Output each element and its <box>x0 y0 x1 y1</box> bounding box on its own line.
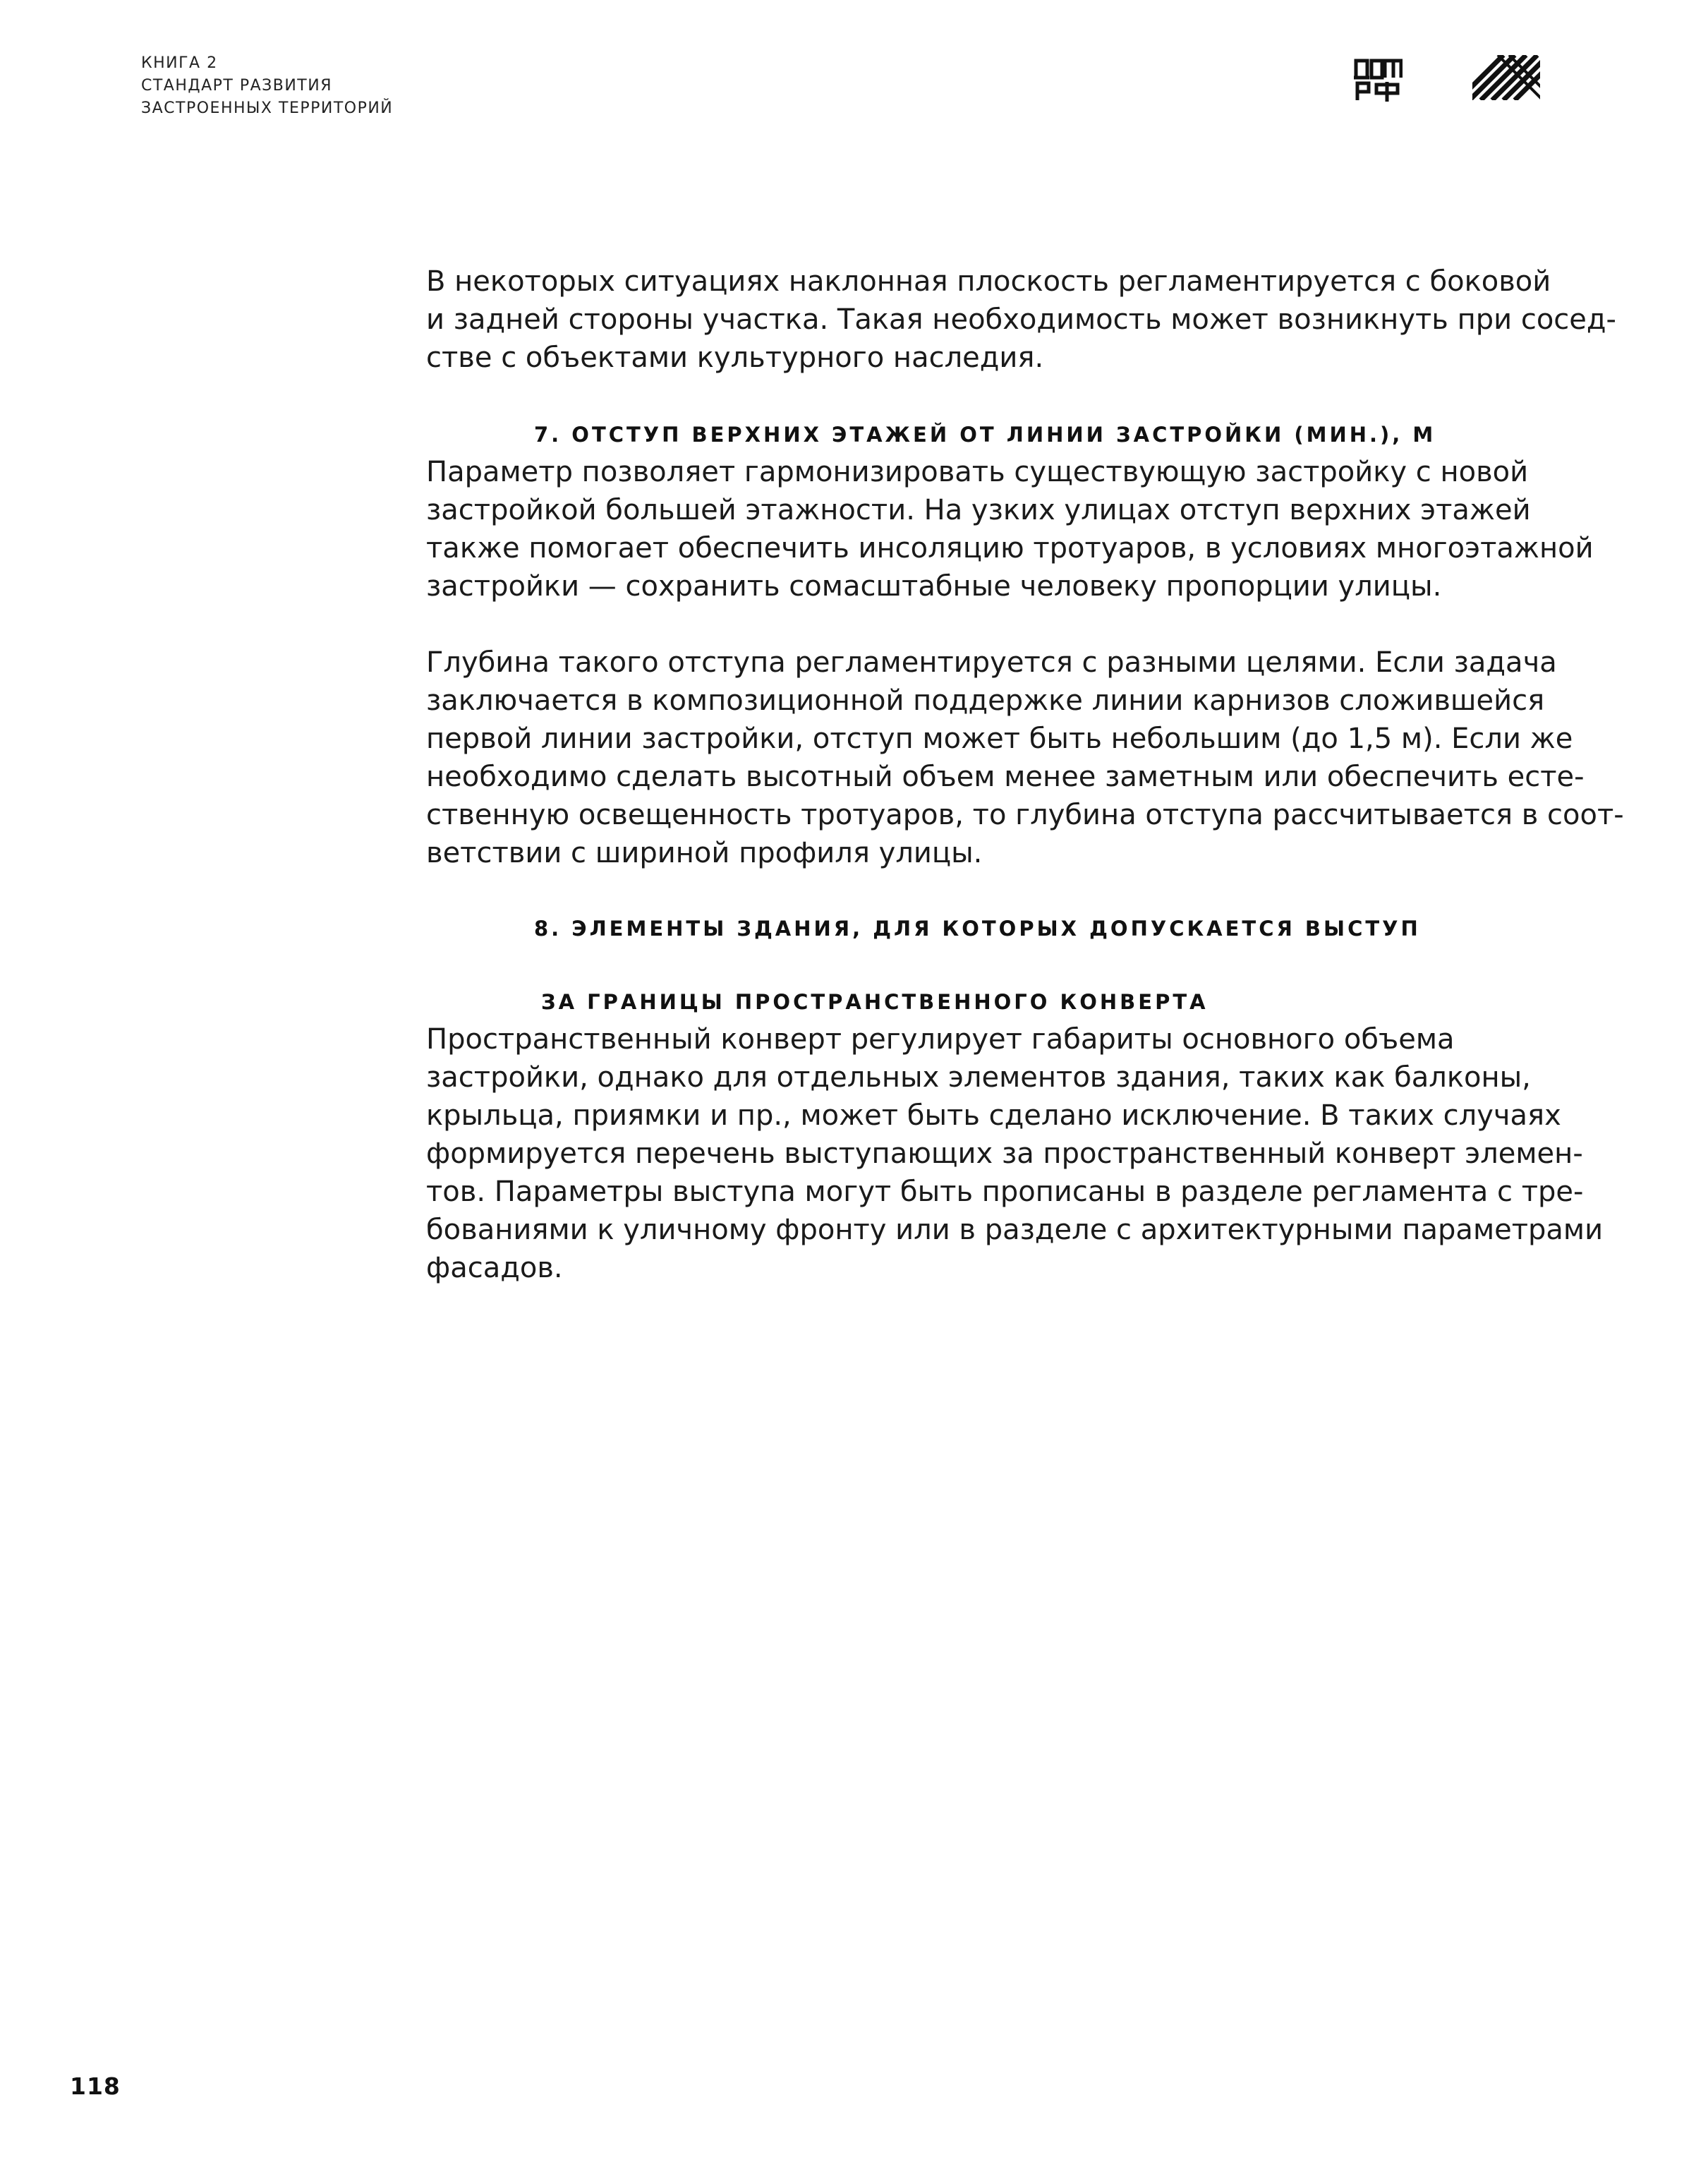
diagonal-pattern-logo <box>1472 55 1540 103</box>
section-heading-8 <box>426 910 1541 1020</box>
text-line: необходимо сделать высотный объем менее заметным или обеспечить есте- <box>426 761 1585 793</box>
text-line: первой линии застройки, отступ может быть небольшим (до 1,5 м). Если же <box>426 723 1573 755</box>
text-line: Параметр позволяет гармонизировать существующую застройку с новой <box>426 456 1529 488</box>
page-number: 118 <box>70 2072 121 2100</box>
text-line: ветствии с шириной профиля улицы. <box>426 837 983 869</box>
text-line: застройкой большей этажности. На узких улицах отступ верхних этажей <box>426 494 1531 526</box>
paragraph-upper-floors <box>426 453 1594 605</box>
body-text <box>426 262 1624 1287</box>
diagonal-pattern-icon <box>1472 55 1540 100</box>
dom-rf-logo <box>1353 55 1403 107</box>
running-header <box>141 52 393 120</box>
text-line: бованиями к уличному фронту или в разделе с архитектурными параметрами <box>426 1214 1604 1246</box>
text-line: В некоторых ситуациях наклонная плоскость регламентируется с боковой <box>426 265 1551 298</box>
header-book-line: КНИГА 2 <box>141 54 218 72</box>
paragraph-setback-depth <box>426 644 1624 872</box>
text-line: застройки, однако для отдельных элементов здания, таких как балконы, <box>426 1061 1531 1094</box>
header-standard-line: СТАНДАРТ РАЗВИТИЯ <box>141 77 332 95</box>
text-line: тов. Параметры выступа могут быть прописаны в разделе регламента с тре- <box>426 1176 1584 1208</box>
text-line: застройки — сохранить сомасштабные человеку пропорции улицы. <box>426 570 1442 603</box>
paragraph-inclined-plane <box>426 262 1616 377</box>
text-line: стве с объектами культурного наследия. <box>426 342 1044 374</box>
heading-line: 8. ЭЛЕМЕНТЫ ЗДАНИЯ, ДЛЯ КОТОРЫХ ДОПУСКАЕТСЯ ВЫСТУП <box>534 917 1421 941</box>
text-line: также помогает обеспечить инсоляцию тротуаров, в условиях многоэтажной <box>426 532 1594 565</box>
text-line: фасадов. <box>426 1252 563 1284</box>
paragraph-spatial-envelope <box>426 1020 1604 1287</box>
heading-line: ЗА ГРАНИЦЫ ПРОСТРАНСТВЕННОГО КОНВЕРТА <box>541 990 1209 1014</box>
dom-rf-logo-icon <box>1353 55 1403 104</box>
header-territories-line: ЗАСТРОЕННЫХ ТЕРРИТОРИЙ <box>141 99 394 117</box>
section-heading-7 <box>426 416 1541 453</box>
text-line: ственную освещенность тротуаров, то глубина отступа рассчитывается в соот- <box>426 799 1624 831</box>
text-line: крыльца, приямки и пр., может быть сделано исключение. В таких случаях <box>426 1099 1561 1132</box>
text-line: формируется перечень выступающих за пространственный конверт элемен- <box>426 1137 1583 1170</box>
text-line: и задней стороны участка. Такая необходимость может возникнуть при сосед- <box>426 303 1616 336</box>
text-line: Пространственный конверт регулирует габариты основного объема <box>426 1023 1455 1056</box>
text-line: заключается в композиционной поддержке линии карнизов сложившейся <box>426 684 1545 717</box>
heading-line: 7. ОТСТУП ВЕРХНИХ ЭТАЖЕЙ ОТ ЛИНИИ ЗАСТРОЙКИ (МИН.), М <box>534 423 1436 447</box>
text-line: Глубина такого отступа регламентируется с разными целями. Если задача <box>426 646 1557 679</box>
